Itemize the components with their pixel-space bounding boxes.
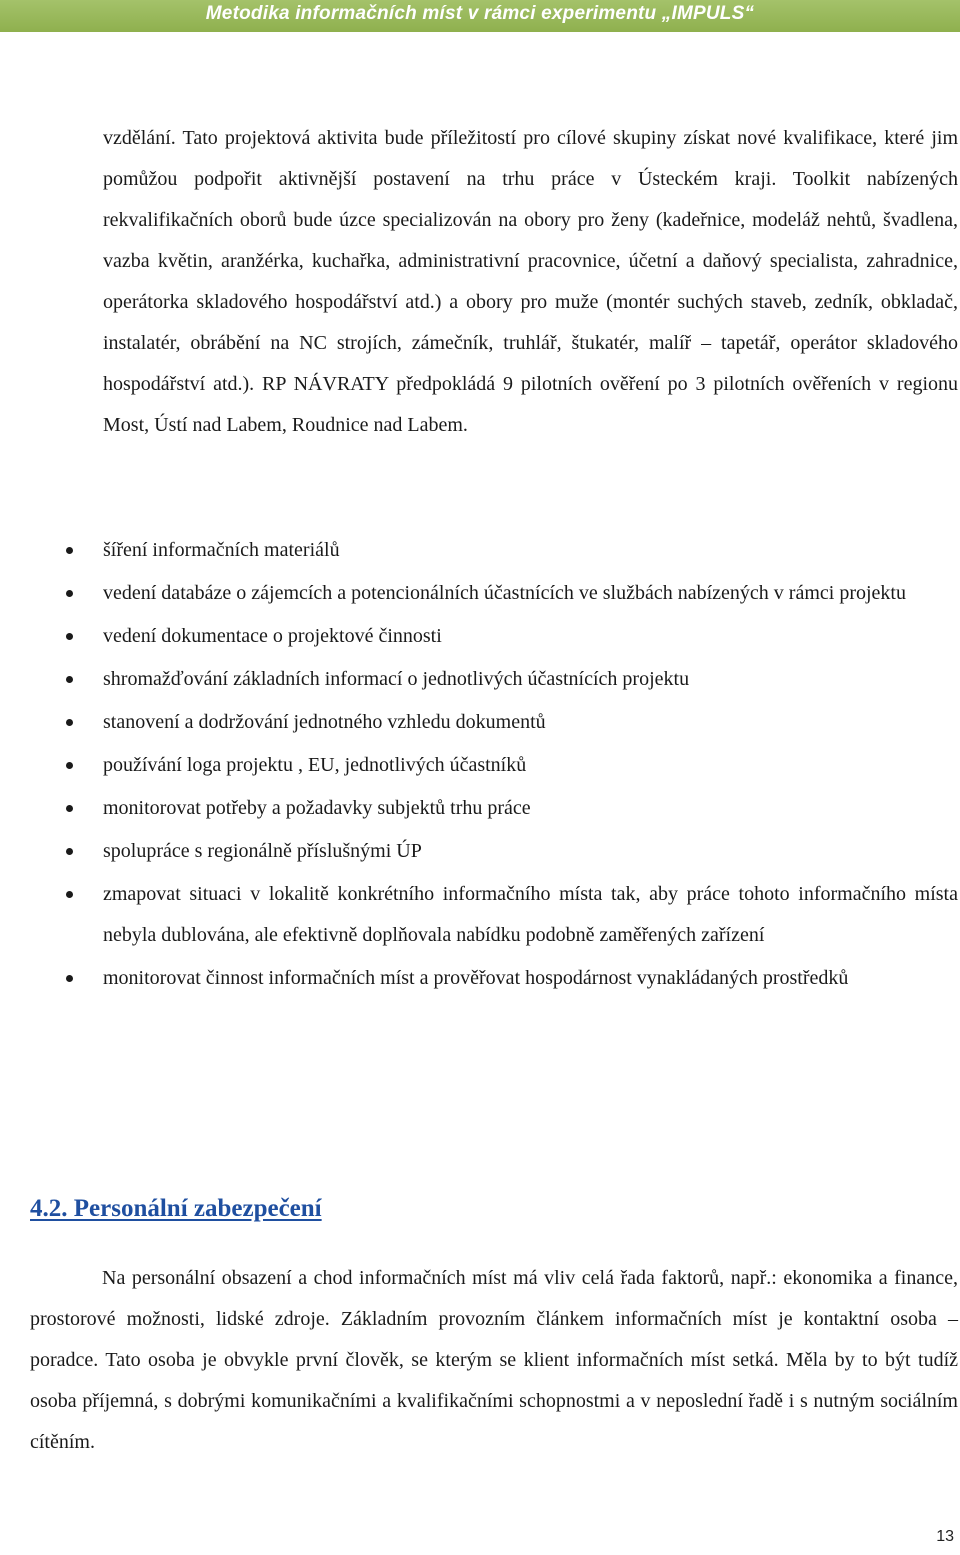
document-header-title: Metodika informačních míst v rámci experimentu „IMPULS“ bbox=[205, 3, 755, 24]
section-heading: 4.2. Personální zabezpečení bbox=[30, 1195, 322, 1222]
page-number: 13 bbox=[936, 1528, 954, 1545]
list-item-text: spolupráce s regionálně příslušnými ÚP bbox=[103, 840, 422, 862]
list-item bbox=[0, 659, 958, 700]
bullet-icon bbox=[66, 547, 73, 554]
list-item-text: shromažďování základních informací o jednotlivých účastnících projektu bbox=[103, 668, 690, 690]
bullet-icon bbox=[66, 762, 73, 769]
bullet-icon bbox=[66, 719, 73, 726]
bullet-icon bbox=[66, 633, 73, 640]
bullet-icon bbox=[66, 590, 73, 597]
list-item-text: vedení dokumentace o projektové činnosti bbox=[103, 625, 442, 647]
list-item bbox=[0, 958, 958, 999]
list-item-text: monitorovat potřeby a požadavky subjektů trhu práce bbox=[103, 797, 531, 819]
list-item bbox=[0, 702, 958, 743]
body-paragraph-1: vzdělání. Tato projektová aktivita bude příležitostí pro cílové skupiny získat nové kvalifikace, které jim pomůžou podpořit aktivnější postavení na trhu práce v Ústeckém kraji. Toolkit nabízených rekvalifikačních oborů bude úzce specializován na obory pro ženy (kadeřnice, modeláž nehtů, švadlena, vazba květin, aranžérka, kuchařka, administrativní pracovnice, účetní a daňový specialista, zahradnice, operátorka skladového hospodářství atd.) a obory pro muže (montér suchých staveb, zedník, obkladač, instalatér, obrábění na NC strojích, zámečník, truhlář, štukatér, malíř – tapetář, operátor skladového hospodářství atd.). RP NÁVRATY předpokládá 9 pilotních ověření po 3 pilotních ověřeních v regionu Most, Ústí nad Labem, Roudnice nad Labem. bbox=[103, 127, 958, 436]
bullet-icon bbox=[66, 891, 73, 898]
list-item bbox=[0, 788, 958, 829]
list-item bbox=[0, 874, 958, 956]
list-item bbox=[0, 745, 958, 786]
bullet-icon bbox=[66, 975, 73, 982]
list-item bbox=[0, 530, 958, 571]
bullet-icon bbox=[66, 848, 73, 855]
bullet-icon bbox=[66, 676, 73, 683]
section-paragraph: Na personální obsazení a chod informačních míst má vliv celá řada faktorů, např.: ekonomika a finance, prostorové možnosti, lidské zdroje. Základním provozním článkem informačních míst je kontaktní osoba – poradce. Tato osoba je obvykle první člověk, se kterým se klient informačních míst setká. Měla by to být tudíž osoba příjemná, s dobrými komunikačními a kvalifikačními schopnostmi a v neposlední řadě i s nutným sociálním cítěním. bbox=[30, 1267, 958, 1453]
list-item-text: stanovení a dodržování jednotného vzhledu dokumentů bbox=[103, 711, 546, 733]
list-item-text: šíření informačních materiálů bbox=[103, 539, 340, 561]
list-item bbox=[0, 831, 958, 872]
list-item bbox=[0, 573, 958, 614]
list-item-text: vedení databáze o zájemcích a potencionálních účastnících ve službách nabízených v rámci projektu bbox=[103, 582, 906, 604]
list-item bbox=[0, 616, 958, 657]
bullet-list bbox=[0, 530, 960, 1001]
bullet-icon bbox=[66, 805, 73, 812]
list-item-text: zmapovat situaci v lokalitě konkrétního informačního místa tak, aby práce tohoto informačního místa nebyla dublována, ale efektivně doplňovala nabídku podobně zaměřených zařízení bbox=[103, 883, 958, 946]
list-item-text: monitorovat činnost informačních míst a prověřovat hospodárnost vynakládaných prostředků bbox=[103, 967, 849, 989]
list-item-text: používání loga projektu , EU, jednotlivých účastníků bbox=[103, 754, 527, 776]
